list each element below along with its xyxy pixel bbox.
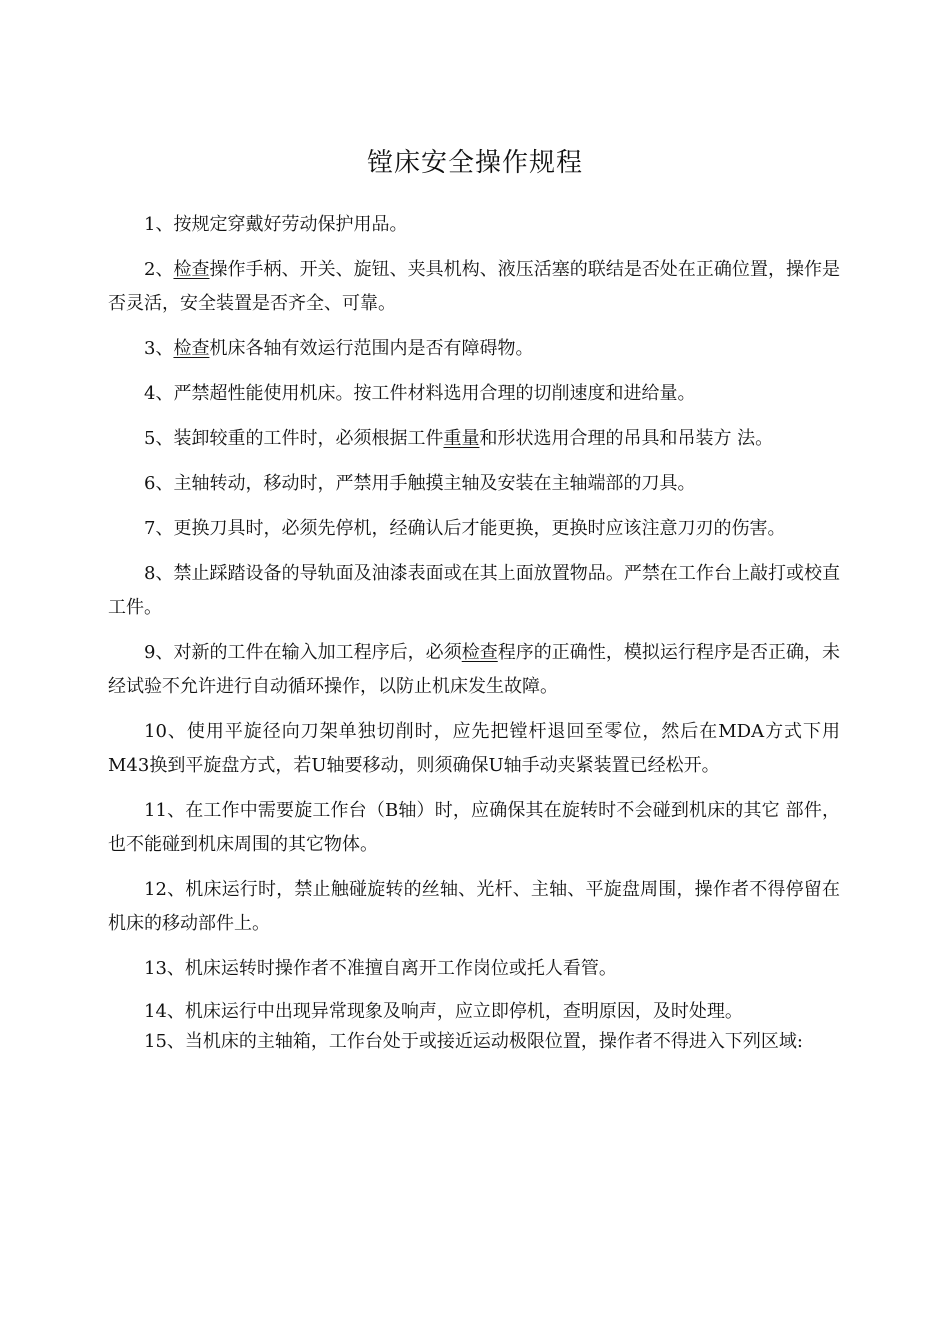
rule-item [108, 1027, 840, 1057]
rule-text: 4、严禁超性能使用机床。按工件材料选用合理的切削速度和进给量。 [144, 383, 696, 404]
rule-item [108, 512, 840, 546]
rule-text: 9、对新的工件在输入加工程序后，必须 [144, 642, 462, 663]
rule-item [108, 467, 840, 501]
rule-text: 12、机床运行时，禁止触碰旋转的丝轴、光杆、主轴、平旋盘周围，操作者不得停留在机床的移动部件上。 [108, 879, 840, 934]
rule-text: 3、 [144, 338, 174, 359]
rule-item [108, 636, 840, 704]
rule-item [108, 873, 840, 941]
rule-text: 6、主轴转动，移动时，严禁用手触摸主轴及安装在主轴端部的刀具。 [144, 473, 696, 494]
rule-text: 10、使用平旋径向刀架单独切削时，应先把镗杆退回至零位，然后在MDA方式下用M43换到平旋盘方式，若U轴要移动，则须确保U轴手动夹紧装置已经松开。 [108, 721, 840, 776]
underlined-term: 检查 [173, 259, 210, 280]
rule-text: 8、禁止踩踏设备的导轨面及油漆表面或在其上面放置物品。严禁在工作台上敲打或校直工件。 [108, 563, 840, 618]
underlined-term: 检查 [461, 642, 498, 663]
rule-text: 5、装卸较重的工件时，必须根据工件 [144, 428, 444, 449]
rule-item [108, 377, 840, 411]
rule-text: 2、 [144, 259, 174, 280]
rule-item [108, 253, 840, 321]
rule-text: 11、在工作中需要旋工作台（B轴）时，应确保其在旋转时不会碰到机床的其它 部件，也不能碰到机床周围的其它物体。 [108, 800, 840, 855]
underlined-term: 重量 [443, 428, 480, 449]
rule-text: 15、当机床的主轴箱，工作台处于或接近运动极限位置，操作者不得进入下列区域: [144, 1031, 803, 1052]
rule-item [108, 332, 840, 366]
rule-text: 机床各轴有效运行范围内是否有障碍物。 [209, 338, 534, 359]
rule-text: 1、按规定穿戴好劳动保护用品。 [144, 214, 408, 235]
rule-item [108, 952, 840, 986]
rule-item [108, 557, 840, 625]
rule-item [108, 422, 840, 456]
underlined-term: 检查 [173, 338, 210, 359]
rule-text: 操作手柄、开关、旋钮、夹具机构、液压活塞的联结是否处在正确位置，操作是否灵活，安全装置是否齐全、可靠。 [108, 259, 841, 314]
rule-text: 14、机床运行中出现异常现象及响声，应立即停机，查明原因，及时处理。 [144, 1001, 743, 1022]
rule-text: 程序的正确性，模拟运行程序是否正确，未经试验不允许进行自动循环操作，以防止机床发生故障。 [108, 642, 841, 697]
rule-item [108, 794, 840, 862]
document-body [108, 208, 840, 1057]
document-title: 镗床安全操作规程 [366, 148, 583, 178]
rule-text: 和形状选用合理的吊具和吊装方 法。 [479, 428, 774, 449]
rule-item [108, 208, 840, 242]
rule-item [108, 997, 840, 1027]
rule-item [108, 715, 840, 783]
rule-text: 13、机床运转时操作者不准擅自离开工作岗位或托人看管。 [144, 958, 617, 979]
rule-text: 7、更换刀具时，必须先停机，经确认后才能更换，更换时应该注意刀刃的伤害。 [144, 518, 786, 539]
